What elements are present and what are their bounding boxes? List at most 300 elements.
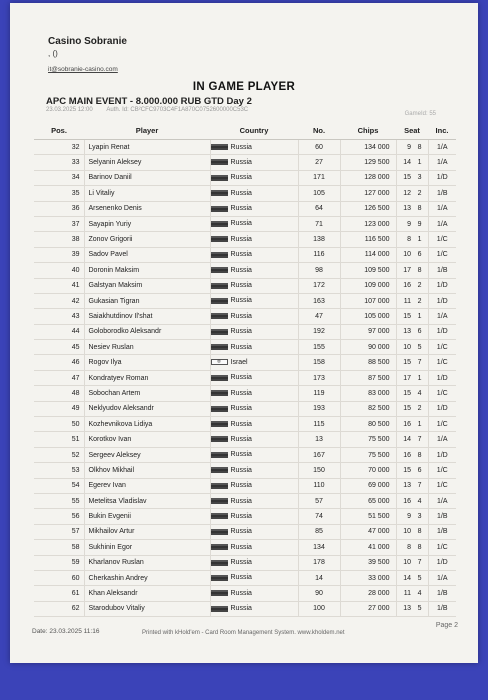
- russia-flag-icon: [211, 498, 228, 504]
- cell-no: 119: [298, 386, 340, 401]
- report-datetime: 23.03.2025 12:00: [46, 107, 93, 113]
- russia-flag-icon: [211, 298, 228, 304]
- cell-no: 90: [298, 586, 340, 601]
- cell-seat-number: 8: [414, 540, 428, 555]
- cell-inc: 1/A: [428, 493, 456, 508]
- russia-flag-icon: [211, 190, 228, 196]
- country-name: Russia: [230, 374, 252, 382]
- cell-seat-number: 2: [414, 293, 428, 308]
- cell-player: Starodubov Vitaliy: [84, 601, 210, 616]
- cell-country: [210, 370, 298, 385]
- cell-chips: 27 000: [340, 601, 396, 616]
- cell-no: 150: [298, 463, 340, 478]
- cell-player: Olkhov Mikhail: [84, 463, 210, 478]
- cell-pos: 32: [34, 140, 84, 155]
- cell-inc: 1/A: [428, 570, 456, 585]
- cell-chips: 109 000: [340, 278, 396, 293]
- cell-country: [210, 432, 298, 447]
- cell-chips: 129 500: [340, 155, 396, 170]
- cell-no: 163: [298, 293, 340, 308]
- country-name: Russia: [230, 251, 252, 259]
- country-name: Russia: [230, 343, 252, 351]
- country-name: Russia: [230, 451, 252, 459]
- cell-pos: 37: [34, 216, 84, 231]
- cell-seat-number: 8: [414, 447, 428, 462]
- cell-pos: 44: [34, 324, 84, 339]
- israel-flag-icon: ✡: [211, 359, 228, 365]
- cell-chips: 88 500: [340, 355, 396, 370]
- russia-flag-icon: [211, 144, 228, 150]
- cell-inc: 1/C: [428, 417, 456, 432]
- cell-seat-table: 13: [396, 478, 414, 493]
- cell-player: Sobochan Artem: [84, 386, 210, 401]
- cell-seat-table: 16: [396, 493, 414, 508]
- cell-player: Sadov Pavel: [84, 247, 210, 262]
- cell-country: [210, 170, 298, 185]
- cell-inc: 1/A: [428, 201, 456, 216]
- cell-player: Galstyan Maksim: [84, 278, 210, 293]
- table-row: [34, 140, 456, 155]
- cell-seat-table: 11: [396, 293, 414, 308]
- cell-seat-table: 9: [396, 216, 414, 231]
- table-body: [34, 140, 456, 617]
- country-name: Russia: [230, 435, 252, 443]
- country-name: Russia: [230, 205, 252, 213]
- cell-no: 60: [298, 140, 340, 155]
- cell-seat-table: 10: [396, 247, 414, 262]
- cell-no: 47: [298, 309, 340, 324]
- cell-no: 134: [298, 540, 340, 555]
- russia-flag-icon: [211, 575, 228, 581]
- russia-flag-icon: [211, 236, 228, 242]
- cell-seat-table: 13: [396, 201, 414, 216]
- cell-pos: 40: [34, 263, 84, 278]
- cell-inc: 1/C: [428, 463, 456, 478]
- cell-inc: 1/A: [428, 216, 456, 231]
- cell-pos: 56: [34, 509, 84, 524]
- cell-inc: 1/D: [428, 170, 456, 185]
- russia-flag-icon: [211, 560, 228, 566]
- cell-pos: 55: [34, 493, 84, 508]
- country-name: Russia: [230, 497, 252, 505]
- cell-seat-table: 9: [396, 509, 414, 524]
- cell-chips: 70 000: [340, 463, 396, 478]
- cell-inc: 1/B: [428, 586, 456, 601]
- cell-country: [210, 478, 298, 493]
- cell-seat-number: 8: [414, 201, 428, 216]
- cell-seat-number: 7: [414, 355, 428, 370]
- cell-chips: 116 500: [340, 232, 396, 247]
- russia-flag-icon: [211, 390, 228, 396]
- cell-seat-number: 1: [414, 417, 428, 432]
- country-name: Russia: [230, 589, 252, 597]
- cell-pos: 39: [34, 247, 84, 262]
- cell-seat-number: 4: [414, 493, 428, 508]
- event-name: APC MAIN EVENT - 8.000.000 RUB GTD Day 2: [46, 96, 252, 107]
- cell-no: 138: [298, 232, 340, 247]
- cell-chips: 51 500: [340, 509, 396, 524]
- cell-pos: 35: [34, 186, 84, 201]
- cell-chips: 126 500: [340, 201, 396, 216]
- cell-player: Barinov Daniil: [84, 170, 210, 185]
- cell-chips: 75 500: [340, 447, 396, 462]
- country-name: Russia: [230, 282, 252, 290]
- country-name: Russia: [230, 482, 252, 490]
- cell-player: Kharlanov Ruslan: [84, 555, 210, 570]
- table-row: [34, 524, 456, 539]
- col-header-chips: Chips: [340, 121, 396, 140]
- cell-no: 171: [298, 170, 340, 185]
- country-name: Russia: [230, 312, 252, 320]
- cell-pos: 59: [34, 555, 84, 570]
- col-header-seat: Seat: [396, 121, 428, 140]
- table-row: [34, 170, 456, 185]
- cell-chips: 83 000: [340, 386, 396, 401]
- cell-no: 116: [298, 247, 340, 262]
- table-row: [34, 216, 456, 231]
- cell-player: Kondratyev Roman: [84, 370, 210, 385]
- report-meta: [46, 107, 248, 113]
- cell-no: 173: [298, 370, 340, 385]
- cell-no: 98: [298, 263, 340, 278]
- cell-pos: 38: [34, 232, 84, 247]
- cell-no: 110: [298, 478, 340, 493]
- cell-inc: 1/C: [428, 340, 456, 355]
- club-name: Casino Sobranie: [48, 36, 127, 47]
- cell-chips: 105 000: [340, 309, 396, 324]
- cell-country: [210, 278, 298, 293]
- cell-inc: 1/D: [428, 278, 456, 293]
- cell-chips: 69 000: [340, 478, 396, 493]
- cell-seat-table: 10: [396, 340, 414, 355]
- cell-player: Saiakhutdinov Il'shat: [84, 309, 210, 324]
- cell-chips: 128 000: [340, 170, 396, 185]
- table-row: [34, 201, 456, 216]
- cell-pos: 49: [34, 401, 84, 416]
- cell-inc: 1/B: [428, 601, 456, 616]
- russia-flag-icon: [211, 513, 228, 519]
- cell-player: Egerev Ivan: [84, 478, 210, 493]
- table-row: [34, 386, 456, 401]
- russia-flag-icon: [211, 344, 228, 350]
- cell-seat-number: 1: [414, 232, 428, 247]
- cell-no: 172: [298, 278, 340, 293]
- country-name: Russia: [230, 189, 252, 197]
- cell-country: [210, 201, 298, 216]
- cell-inc: 1/A: [428, 140, 456, 155]
- cell-seat-table: 14: [396, 570, 414, 585]
- cell-no: 57: [298, 493, 340, 508]
- auth-id: Auth. Id: CB²CFC9703C4F1A870C0752600000C53C: [106, 107, 249, 113]
- russia-flag-icon: [211, 252, 228, 258]
- cell-chips: 33 000: [340, 570, 396, 585]
- col-header-pos: Pos.: [34, 121, 84, 140]
- cell-seat-number: 5: [414, 601, 428, 616]
- footer-printed-with: Printed with kHold'em - Card Room Management System. www.kholdem.net: [142, 630, 345, 636]
- cell-inc: 1/C: [428, 478, 456, 493]
- cell-player: Sukhinin Egor: [84, 540, 210, 555]
- russia-flag-icon: [211, 544, 228, 550]
- cell-chips: 82 500: [340, 401, 396, 416]
- cell-country: [210, 386, 298, 401]
- cell-country: [210, 293, 298, 308]
- country-name: Russia: [230, 420, 252, 428]
- cell-country: [210, 570, 298, 585]
- table-row: [34, 370, 456, 385]
- table-row: [34, 186, 456, 201]
- cell-chips: 80 500: [340, 417, 396, 432]
- table-row: [34, 540, 456, 555]
- country-name: Russia: [230, 174, 252, 182]
- russia-flag-icon: [211, 313, 228, 319]
- cell-seat-number: 3: [414, 170, 428, 185]
- russia-flag-icon: [211, 283, 228, 289]
- table-row: [34, 155, 456, 170]
- cell-chips: 134 000: [340, 140, 396, 155]
- cell-no: 64: [298, 201, 340, 216]
- cell-chips: 107 000: [340, 293, 396, 308]
- table-row: [34, 555, 456, 570]
- cell-country: [210, 447, 298, 462]
- cell-pos: 50: [34, 417, 84, 432]
- country-name: Russia: [230, 574, 252, 582]
- cell-pos: 43: [34, 309, 84, 324]
- cell-country: [210, 263, 298, 278]
- cell-seat-number: 4: [414, 386, 428, 401]
- russia-flag-icon: [211, 406, 228, 412]
- cell-country: [210, 309, 298, 324]
- cell-player: Sergeev Aleksey: [84, 447, 210, 462]
- cell-inc: 1/D: [428, 555, 456, 570]
- cell-no: 14: [298, 570, 340, 585]
- cell-inc: 1/D: [428, 293, 456, 308]
- cell-seat-number: 1: [414, 155, 428, 170]
- cell-no: 115: [298, 417, 340, 432]
- russia-flag-icon: [211, 529, 228, 535]
- cell-country: [210, 216, 298, 231]
- cell-country: [210, 463, 298, 478]
- cell-player: Khan Aleksandr: [84, 586, 210, 601]
- cell-no: 71: [298, 216, 340, 231]
- cell-no: 178: [298, 555, 340, 570]
- page-number: Page 2: [435, 622, 458, 629]
- cell-pos: 47: [34, 370, 84, 385]
- cell-seat-table: 16: [396, 417, 414, 432]
- cell-inc: 1/C: [428, 247, 456, 262]
- cell-seat-number: 2: [414, 401, 428, 416]
- table-row: [34, 309, 456, 324]
- cell-no: 105: [298, 186, 340, 201]
- cell-seat-table: 15: [396, 401, 414, 416]
- cell-country: [210, 401, 298, 416]
- country-name: Israel: [230, 358, 248, 366]
- cell-pos: 42: [34, 293, 84, 308]
- col-header-player: Player: [84, 121, 210, 140]
- russia-flag-icon: [211, 375, 228, 381]
- table-row: [34, 509, 456, 524]
- country-name: Russia: [230, 559, 252, 567]
- country-name: Russia: [230, 543, 252, 551]
- cell-seat-table: 11: [396, 586, 414, 601]
- cell-inc: 1/C: [428, 232, 456, 247]
- table-row: [34, 570, 456, 585]
- cell-seat-table: 15: [396, 386, 414, 401]
- table-row: [34, 432, 456, 447]
- club-address: , (): [48, 49, 58, 58]
- cell-seat-table: 15: [396, 355, 414, 370]
- country-name: Russia: [230, 266, 252, 274]
- table-row: [34, 478, 456, 493]
- cell-no: 100: [298, 601, 340, 616]
- cell-no: 27: [298, 155, 340, 170]
- cell-seat-table: 15: [396, 463, 414, 478]
- cell-chips: 39 500: [340, 555, 396, 570]
- country-name: Russia: [230, 158, 252, 166]
- country-name: Russia: [230, 605, 252, 613]
- cell-chips: 65 000: [340, 493, 396, 508]
- cell-inc: 1/C: [428, 540, 456, 555]
- cell-seat-number: 8: [414, 263, 428, 278]
- cell-chips: 75 500: [340, 432, 396, 447]
- cell-country: [210, 417, 298, 432]
- cell-chips: 47 000: [340, 524, 396, 539]
- cell-country: [210, 601, 298, 616]
- col-header-inc: Inc.: [428, 121, 456, 140]
- cell-inc: 1/D: [428, 401, 456, 416]
- cell-country: [210, 232, 298, 247]
- country-name: Russia: [230, 220, 252, 228]
- cell-seat-number: 6: [414, 463, 428, 478]
- russia-flag-icon: [211, 175, 228, 181]
- country-name: Russia: [230, 297, 252, 305]
- cell-player: Li Vitaliy: [84, 186, 210, 201]
- cell-seat-table: 15: [396, 309, 414, 324]
- cell-seat-table: 12: [396, 186, 414, 201]
- game-id: GameId: 55: [404, 111, 436, 117]
- table-row: [34, 247, 456, 262]
- country-name: Russia: [230, 235, 252, 243]
- cell-no: 13: [298, 432, 340, 447]
- cell-pos: 41: [34, 278, 84, 293]
- russia-flag-icon: [211, 267, 228, 273]
- country-name: Russia: [230, 389, 252, 397]
- cell-country: [210, 493, 298, 508]
- cell-seat-number: 7: [414, 432, 428, 447]
- table-row: [34, 493, 456, 508]
- cell-inc: 1/D: [428, 324, 456, 339]
- col-header-no: No.: [298, 121, 340, 140]
- cell-player: Sayapin Yuriy: [84, 216, 210, 231]
- russia-flag-icon: [211, 590, 228, 596]
- cell-inc: 1/C: [428, 386, 456, 401]
- cell-chips: 90 000: [340, 340, 396, 355]
- russia-flag-icon: [211, 606, 228, 612]
- cell-pos: 53: [34, 463, 84, 478]
- cell-player: Lyapin Renat: [84, 140, 210, 155]
- cell-seat-table: 17: [396, 370, 414, 385]
- cell-country: [210, 324, 298, 339]
- cell-seat-number: 9: [414, 216, 428, 231]
- report-title: IN GAME PLAYER: [192, 81, 296, 93]
- cell-player: Nesiev Ruslan: [84, 340, 210, 355]
- cell-seat-number: 5: [414, 340, 428, 355]
- cell-country: [210, 247, 298, 262]
- cell-pos: 58: [34, 540, 84, 555]
- cell-pos: 60: [34, 570, 84, 585]
- cell-country: [210, 140, 298, 155]
- cell-pos: 61: [34, 586, 84, 601]
- table-header-row: [34, 121, 456, 140]
- russia-flag-icon: [211, 159, 228, 165]
- cell-chips: 41 000: [340, 540, 396, 555]
- cell-seat-number: 3: [414, 509, 428, 524]
- country-name: Russia: [230, 528, 252, 536]
- cell-chips: 109 500: [340, 263, 396, 278]
- cell-pos: 45: [34, 340, 84, 355]
- cell-player: Metelitsa Vladislav: [84, 493, 210, 508]
- cell-player: Doronin Maksim: [84, 263, 210, 278]
- table-row: [34, 601, 456, 616]
- cell-player: Neklyudov Aleksandr: [84, 401, 210, 416]
- table-row: [34, 447, 456, 462]
- cell-country: [210, 355, 298, 370]
- russia-flag-icon: [211, 483, 228, 489]
- cell-inc: 1/A: [428, 155, 456, 170]
- country-name: Russia: [230, 466, 252, 474]
- cell-country: [210, 340, 298, 355]
- cell-seat-number: 6: [414, 324, 428, 339]
- cell-no: 85: [298, 524, 340, 539]
- cell-seat-table: 16: [396, 447, 414, 462]
- cell-inc: 1/B: [428, 509, 456, 524]
- cell-pos: 48: [34, 386, 84, 401]
- cell-inc: 1/B: [428, 524, 456, 539]
- cell-player: Goloborodko Aleksandr: [84, 324, 210, 339]
- cell-seat-table: 17: [396, 263, 414, 278]
- country-name: Russia: [230, 405, 252, 413]
- cell-seat-number: 1: [414, 309, 428, 324]
- table-row: [34, 586, 456, 601]
- cell-seat-number: 2: [414, 278, 428, 293]
- club-email-link[interactable]: it@sobranie-casino.com: [48, 66, 118, 73]
- cell-inc: 1/D: [428, 370, 456, 385]
- cell-country: [210, 540, 298, 555]
- cell-no: 193: [298, 401, 340, 416]
- cell-seat-table: 10: [396, 524, 414, 539]
- cell-country: [210, 555, 298, 570]
- cell-inc: 1/B: [428, 186, 456, 201]
- cell-inc: 1/C: [428, 355, 456, 370]
- cell-seat-number: 6: [414, 247, 428, 262]
- table-row: [34, 278, 456, 293]
- russia-flag-icon: [211, 421, 228, 427]
- cell-pos: 54: [34, 478, 84, 493]
- cell-chips: 114 000: [340, 247, 396, 262]
- cell-seat-table: 15: [396, 170, 414, 185]
- cell-pos: 33: [34, 155, 84, 170]
- cell-player: Selyanin Aleksey: [84, 155, 210, 170]
- cell-country: [210, 524, 298, 539]
- table-row: [34, 232, 456, 247]
- cell-chips: 97 000: [340, 324, 396, 339]
- russia-flag-icon: [211, 467, 228, 473]
- cell-inc: 1/D: [428, 447, 456, 462]
- russia-flag-icon: [211, 206, 228, 212]
- russia-flag-icon: [211, 221, 228, 227]
- cell-seat-table: 8: [396, 232, 414, 247]
- table-row: [34, 417, 456, 432]
- cell-seat-table: 8: [396, 540, 414, 555]
